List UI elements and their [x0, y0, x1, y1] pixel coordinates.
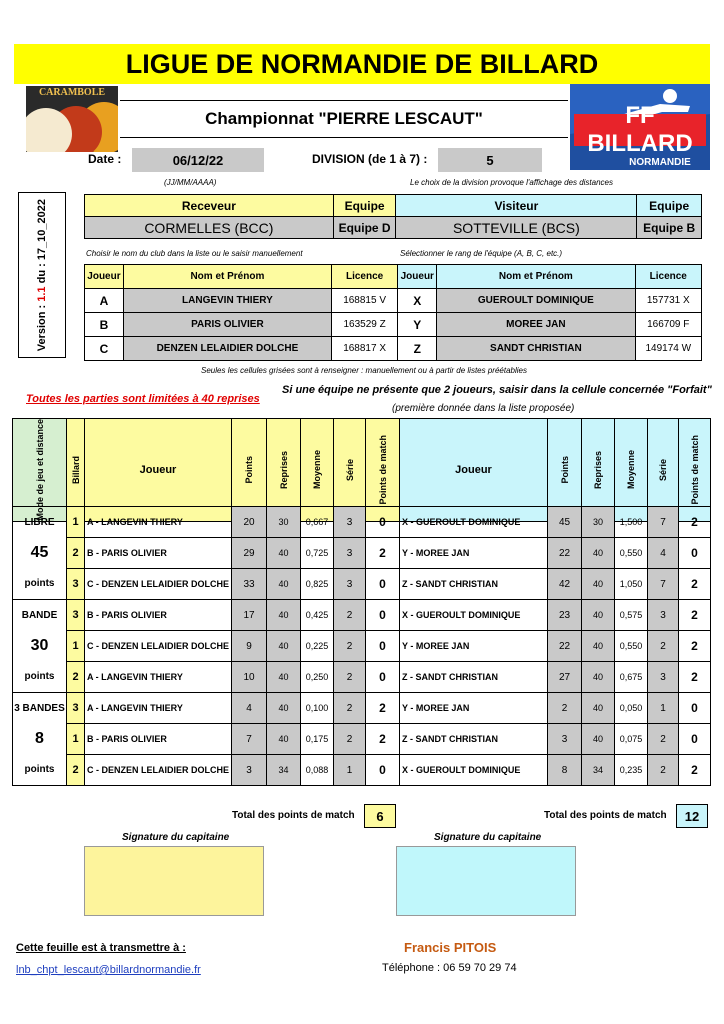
home-serie[interactable]: 1: [334, 755, 366, 786]
mode-name: 3 BANDES: [13, 693, 67, 724]
away-reprises[interactable]: 30: [582, 507, 615, 538]
home-match-points: 0: [366, 755, 400, 786]
result-row: [13, 631, 711, 662]
home-match-points: 0: [366, 662, 400, 693]
home-reprises[interactable]: 40: [267, 538, 301, 569]
home-signature-label: Signature du capitaine: [122, 832, 230, 843]
away-match-points: 2: [679, 755, 711, 786]
away-player: X - GUEROULT DOMINIQUE: [400, 755, 548, 786]
result-row: [13, 755, 711, 786]
home-match-points: 2: [366, 693, 400, 724]
away-points[interactable]: 27: [548, 662, 582, 693]
home-match-points: 0: [366, 569, 400, 600]
home-points[interactable]: 3: [232, 755, 267, 786]
contact-name: Francis PITOIS: [404, 940, 497, 955]
away-points-header: Points: [559, 456, 570, 484]
away-moyenne: 0,575: [615, 600, 648, 631]
home-player: C - DENZEN LELAIDIER DOLCHE: [85, 755, 232, 786]
championship-title: Championnat "PIERRE LESCAUT": [120, 100, 568, 138]
away-player: X - GUEROULT DOMINIQUE: [400, 600, 548, 631]
results-body: [12, 506, 711, 786]
home-points[interactable]: 10: [232, 662, 267, 693]
home-team-field[interactable]: Equipe D: [333, 217, 396, 239]
away-moyenne: 0,675: [615, 662, 648, 693]
billard-number: 3: [67, 569, 85, 600]
away-reprises[interactable]: 40: [582, 693, 615, 724]
home-reprises[interactable]: 40: [267, 631, 301, 662]
away-player-licence: 149174 W: [635, 337, 701, 361]
away-reprises[interactable]: 40: [582, 662, 615, 693]
away-match-points: 2: [679, 662, 711, 693]
home-points[interactable]: 33: [232, 569, 267, 600]
home-licence-header: Licence: [331, 265, 397, 289]
away-points[interactable]: 22: [548, 631, 582, 662]
home-serie[interactable]: 2: [334, 600, 366, 631]
home-serie-header: Série: [344, 458, 355, 481]
mode-name: BANDE: [13, 600, 67, 631]
away-player-licence: 166709 F: [635, 313, 701, 337]
away-reprises[interactable]: 40: [582, 600, 615, 631]
away-match-points: 2: [679, 631, 711, 662]
away-joueur-header: Joueur: [398, 265, 437, 289]
version-prefix: Version :: [36, 301, 48, 352]
away-serie[interactable]: 1: [648, 693, 679, 724]
away-total-label: Total des points de match: [544, 810, 667, 821]
away-reprises[interactable]: 40: [582, 724, 615, 755]
away-header: Visiteur: [396, 195, 637, 217]
away-player: Z - SANDT CHRISTIAN: [400, 662, 548, 693]
home-player: A - LANGEVIN THIERY: [85, 693, 232, 724]
away-pdm-header: Points de match: [689, 435, 700, 505]
mode-distance: 45: [13, 538, 67, 569]
mode-distance: 8: [13, 724, 67, 755]
page-title: LIGUE DE NORMANDIE DE BILLARD: [14, 44, 710, 84]
home-player: A - LANGEVIN THIERY: [85, 507, 232, 538]
home-reprises[interactable]: 40: [267, 724, 301, 755]
away-moyenne: 1,050: [615, 569, 648, 600]
home-club-note: Choisir le nom du club dans la liste ou le saisir manuellement: [86, 249, 303, 258]
ffbillard-logo-text: FF BILLARD: [574, 114, 706, 146]
away-points[interactable]: 2: [548, 693, 582, 724]
away-points[interactable]: 22: [548, 538, 582, 569]
away-moyenne: 0,550: [615, 631, 648, 662]
away-points[interactable]: 23: [548, 600, 582, 631]
billard-number: 2: [67, 538, 85, 569]
home-moyenne: 0,175: [301, 724, 334, 755]
away-serie[interactable]: 3: [648, 662, 679, 693]
away-player-code: Z: [398, 337, 437, 361]
home-player-name[interactable]: DENZEN LELAIDIER DOLCHE: [123, 337, 331, 361]
home-moyenne: 0,088: [301, 755, 334, 786]
away-player: X - GUEROULT DOMINIQUE: [400, 507, 548, 538]
away-player-code: X: [398, 289, 437, 313]
away-reprises[interactable]: 34: [582, 755, 615, 786]
away-player: Z - SANDT CHRISTIAN: [400, 569, 548, 600]
home-player-name[interactable]: LANGEVIN THIERY: [123, 289, 331, 313]
home-club-field[interactable]: CORMELLES (BCC): [85, 217, 334, 239]
home-player-code: B: [85, 313, 124, 337]
mode-header-text: Mode de jeu et distance: [34, 419, 45, 521]
away-points[interactable]: 42: [548, 569, 582, 600]
home-match-points: 2: [366, 538, 400, 569]
home-serie[interactable]: 2: [334, 724, 366, 755]
version-box: [18, 192, 66, 358]
away-player: Y - MOREE JAN: [400, 631, 548, 662]
away-reprises[interactable]: 40: [582, 631, 615, 662]
home-player: B - PARIS OLIVIER: [85, 724, 232, 755]
billard-number: 1: [67, 507, 85, 538]
home-moyenne: 0,425: [301, 600, 334, 631]
home-match-points: 0: [366, 507, 400, 538]
contact-phone: Téléphone : 06 59 70 29 74: [382, 962, 517, 974]
billard-number: 2: [67, 662, 85, 693]
home-joueur-header: Joueur: [85, 265, 124, 289]
away-moyenne: 1,500: [615, 507, 648, 538]
away-player: Y - MOREE JAN: [400, 538, 548, 569]
billard-number: 2: [67, 755, 85, 786]
away-match-points: 2: [679, 600, 711, 631]
away-reprises-header: Reprises: [593, 450, 603, 489]
away-match-points: 0: [679, 538, 711, 569]
home-player: B - PARIS OLIVIER: [85, 538, 232, 569]
billard-number: 1: [67, 724, 85, 755]
transmit-note: Cette feuille est à transmettre à :: [16, 942, 186, 954]
reprises-limit-note: Toutes les parties sont limitées à 40 reprises: [26, 393, 260, 405]
home-points[interactable]: 20: [232, 507, 267, 538]
away-licence-header: Licence: [635, 265, 701, 289]
away-match-points: 2: [679, 507, 711, 538]
away-match-points: 0: [679, 693, 711, 724]
division-note: Le choix de la division provoque l'affichage des distances: [410, 178, 613, 187]
result-row: [13, 507, 711, 538]
away-nom-header: Nom et Prénom: [437, 265, 635, 289]
away-points[interactable]: 45: [548, 507, 582, 538]
division-label: DIVISION (de 1 à 7) :: [312, 152, 428, 166]
away-points[interactable]: 3: [548, 724, 582, 755]
away-serie[interactable]: 4: [648, 538, 679, 569]
home-header: Receveur: [85, 195, 334, 217]
home-player-licence: 168817 X: [331, 337, 397, 361]
ffbillard-logo: [570, 84, 710, 170]
home-match-points: 0: [366, 600, 400, 631]
date-label: Date :: [88, 152, 122, 166]
home-reprises[interactable]: 40: [267, 693, 301, 724]
home-team-header: Equipe: [333, 195, 396, 217]
home-total-value: 6: [364, 804, 396, 828]
home-moyenne: 0,100: [301, 693, 334, 724]
home-player: B - PARIS OLIVIER: [85, 600, 232, 631]
email-link[interactable]: lnb_chpt_lescaut@billardnormandie.fr: [16, 964, 201, 976]
forfait-note: Si une équipe ne présente que 2 joueurs, saisir dans la cellule concernée "Forfait": [282, 384, 712, 396]
home-moyenne: 0,825: [301, 569, 334, 600]
home-moyenne: 0,225: [301, 631, 334, 662]
home-moyenne-header: Moyenne: [312, 450, 322, 490]
home-serie[interactable]: 2: [334, 662, 366, 693]
result-row: [13, 693, 711, 724]
mode-unit: points: [13, 569, 67, 600]
away-club-field[interactable]: SOTTEVILLE (BCS): [396, 217, 637, 239]
home-serie[interactable]: 3: [334, 538, 366, 569]
away-team-field[interactable]: Equipe B: [637, 217, 702, 239]
away-serie-header: Série: [658, 458, 668, 481]
home-nom-header: Nom et Prénom: [123, 265, 331, 289]
away-serie[interactable]: 3: [648, 600, 679, 631]
teams-table: [84, 194, 702, 239]
away-team-header: Equipe: [637, 195, 702, 217]
away-moyenne: 0,235: [615, 755, 648, 786]
result-row: [13, 662, 711, 693]
home-moyenne: 0,250: [301, 662, 334, 693]
home-reprises[interactable]: 40: [267, 662, 301, 693]
players-table: [84, 264, 702, 361]
home-total-label: Total des points de match: [232, 810, 355, 821]
forfait-subnote: (première donnée dans la liste proposée): [392, 403, 575, 414]
carambole-logo-text: CARAMBOLE: [38, 86, 106, 98]
away-player: Z - SANDT CHRISTIAN: [400, 724, 548, 755]
home-signature-box[interactable]: [84, 846, 264, 916]
away-player-name[interactable]: MOREE JAN: [437, 313, 635, 337]
away-reprises[interactable]: 40: [582, 538, 615, 569]
home-serie[interactable]: 3: [334, 569, 366, 600]
home-serie[interactable]: 3: [334, 507, 366, 538]
away-reprises[interactable]: 40: [582, 569, 615, 600]
home-points[interactable]: 29: [232, 538, 267, 569]
away-signature-box[interactable]: [396, 846, 576, 916]
home-points[interactable]: 17: [232, 600, 267, 631]
away-points[interactable]: 8: [548, 755, 582, 786]
home-points[interactable]: 4: [232, 693, 267, 724]
grey-cells-note: Seules les cellules grisées sont à renseigner : manuellement ou à partir de listes préétablies: [201, 366, 527, 375]
date-format-note: (JJ/MM/AAAA): [164, 178, 217, 187]
away-player-licence: 157731 X: [635, 289, 701, 313]
mode-name: LIBRE: [13, 507, 67, 538]
away-joueur-col-header: Joueur: [400, 419, 548, 522]
home-pdm-header: Points de match: [377, 435, 388, 505]
away-moyenne: 0,050: [615, 693, 648, 724]
away-player-name[interactable]: SANDT CHRISTIAN: [437, 337, 635, 361]
home-player: A - LANGEVIN THIERY: [85, 662, 232, 693]
division-field[interactable]: 5: [438, 148, 542, 172]
away-player-name[interactable]: GUEROULT DOMINIQUE: [437, 289, 635, 313]
home-player-licence: 168815 V: [331, 289, 397, 313]
home-match-points: 0: [366, 631, 400, 662]
away-total-value: 12: [676, 804, 708, 828]
billard-number: 3: [67, 600, 85, 631]
away-serie[interactable]: 7: [648, 569, 679, 600]
result-row: [13, 569, 711, 600]
result-row: [13, 538, 711, 569]
home-player-code: A: [85, 289, 124, 313]
home-serie[interactable]: 2: [334, 631, 366, 662]
away-serie[interactable]: 2: [648, 724, 679, 755]
home-player-licence: 163529 Z: [331, 313, 397, 337]
away-serie[interactable]: 7: [648, 507, 679, 538]
away-serie[interactable]: 2: [648, 631, 679, 662]
home-moyenne: 0,667: [301, 507, 334, 538]
billiard-balls-icon: [26, 98, 118, 152]
version-date: du : 17_10_2022: [36, 198, 48, 287]
billard-number: 3: [67, 693, 85, 724]
home-player: C - DENZEN LELAIDIER DOLCHE: [85, 569, 232, 600]
mode-unit: points: [13, 662, 67, 693]
normandie-logo-text: NORMANDIE: [629, 156, 691, 168]
away-moyenne: 0,075: [615, 724, 648, 755]
home-points[interactable]: 9: [232, 631, 267, 662]
away-signature-label: Signature du capitaine: [434, 832, 542, 843]
date-field[interactable]: 06/12/22: [132, 148, 264, 172]
result-row: [13, 724, 711, 755]
billard-header: Billard: [70, 455, 81, 484]
carambole-logo: [26, 86, 118, 152]
home-serie[interactable]: 2: [334, 693, 366, 724]
home-reprises[interactable]: 40: [267, 569, 301, 600]
away-player: Y - MOREE JAN: [400, 693, 548, 724]
away-moyenne-header: Moyenne: [626, 450, 636, 490]
home-reprises-header: Reprises: [278, 450, 289, 489]
home-player-name[interactable]: PARIS OLIVIER: [123, 313, 331, 337]
home-points[interactable]: 7: [232, 724, 267, 755]
home-joueur-col-header: Joueur: [85, 419, 232, 522]
away-match-points: 0: [679, 724, 711, 755]
away-moyenne: 0,550: [615, 538, 648, 569]
home-player: C - DENZEN LELAIDIER DOLCHE: [85, 631, 232, 662]
mode-unit: points: [13, 755, 67, 786]
away-serie[interactable]: 2: [648, 755, 679, 786]
away-rank-note: Sélectionner le rang de l'équipe (A, B, C, etc.): [400, 249, 563, 258]
home-match-points: 2: [366, 724, 400, 755]
home-reprises[interactable]: 40: [267, 600, 301, 631]
mode-distance: 30: [13, 631, 67, 662]
home-reprises[interactable]: 34: [267, 755, 301, 786]
home-reprises[interactable]: 30: [267, 507, 301, 538]
version-number: 1.1: [36, 286, 48, 302]
home-moyenne: 0,725: [301, 538, 334, 569]
billard-number: 1: [67, 631, 85, 662]
away-player-code: Y: [398, 313, 437, 337]
home-points-header: Points: [244, 456, 254, 484]
away-match-points: 2: [679, 569, 711, 600]
home-player-code: C: [85, 337, 124, 361]
result-row: [13, 600, 711, 631]
